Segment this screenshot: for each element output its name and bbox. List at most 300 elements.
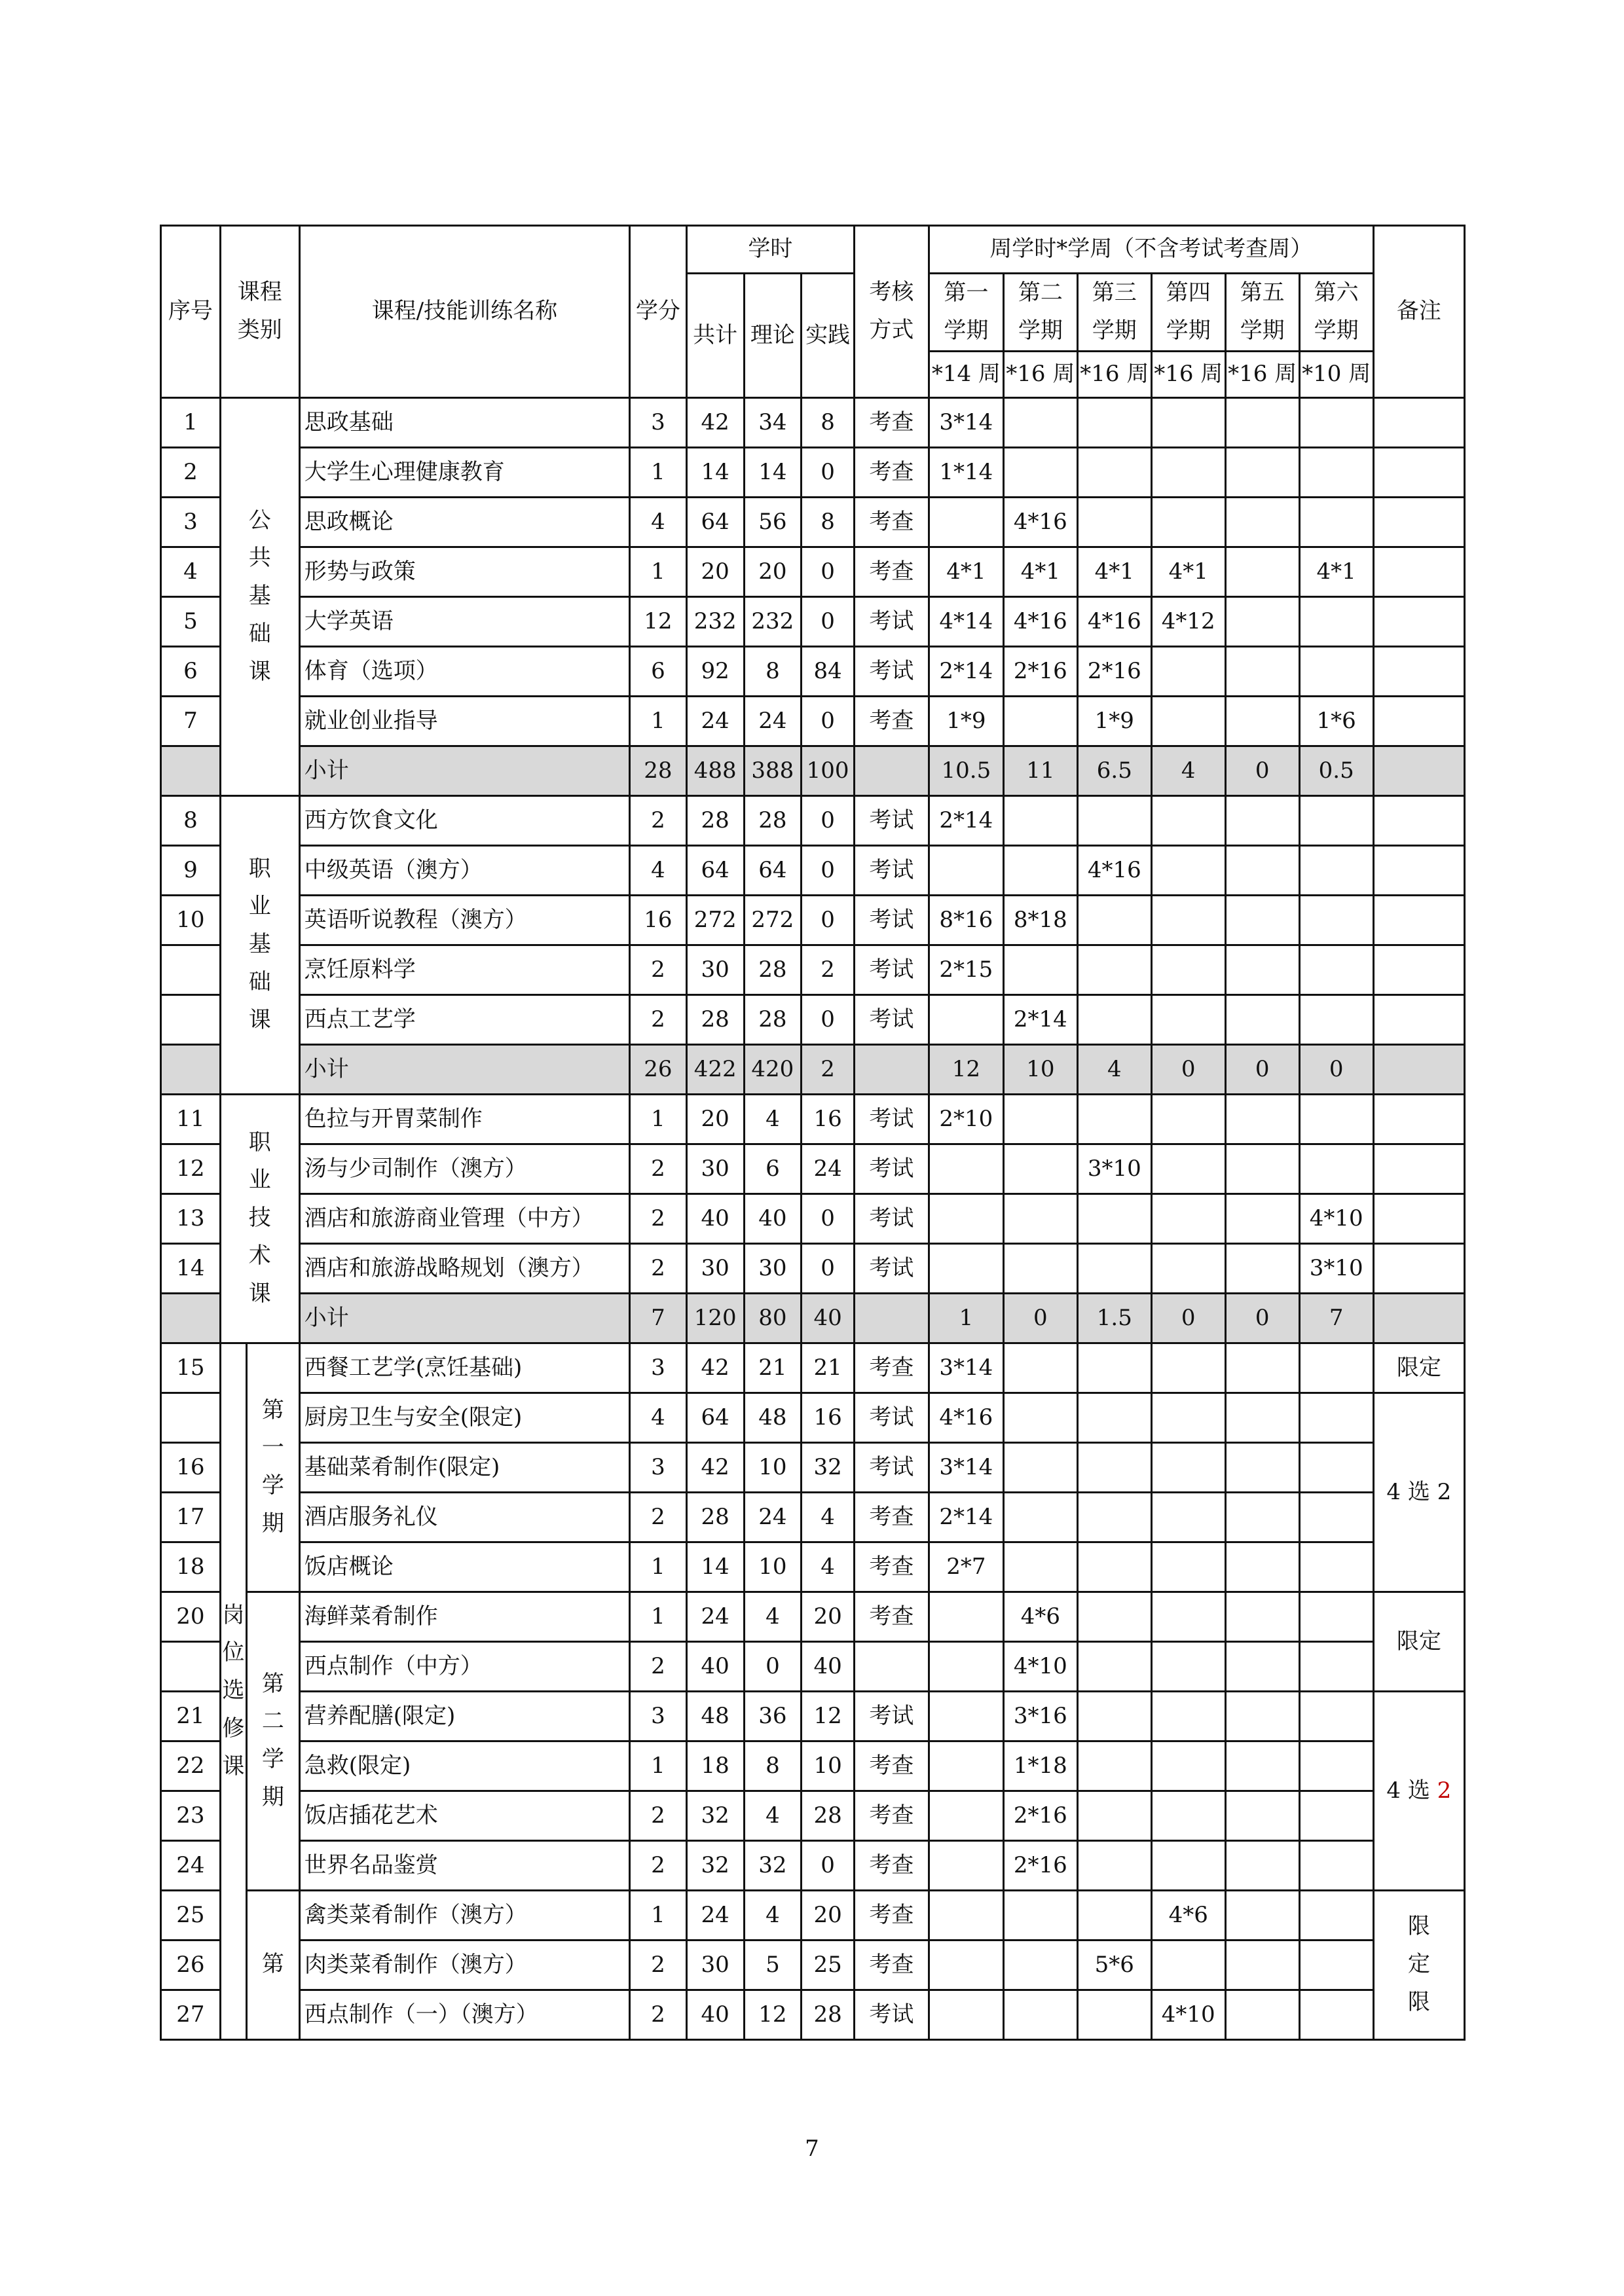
header-term-label: 第一学期 xyxy=(944,280,989,344)
course-name: 大学生心理健康教育 xyxy=(299,447,629,497)
seq-cell: 20 xyxy=(161,1592,221,1641)
term-cell xyxy=(1077,1890,1151,1940)
remark-cell xyxy=(1373,1044,1464,1094)
course-name: 营养配膳(限定) xyxy=(299,1691,629,1741)
header-credit: 学分 xyxy=(630,226,687,398)
term-cell xyxy=(1003,1194,1077,1243)
term-cell xyxy=(1299,1144,1373,1194)
course-name: 西餐工艺学(烹饪基础) xyxy=(299,1343,629,1393)
term-cell xyxy=(1299,895,1373,945)
course-name: 禽类菜肴制作（澳方） xyxy=(299,1890,629,1940)
term-cell: 4*16 xyxy=(1077,596,1151,646)
term-cell xyxy=(1299,1442,1373,1492)
term-cell xyxy=(1225,845,1299,895)
course-name: 汤与少司制作（澳方） xyxy=(299,1144,629,1194)
term-cell xyxy=(1299,497,1373,547)
remark-cell xyxy=(1373,547,1464,596)
table-row xyxy=(161,994,1465,1044)
term-cell xyxy=(1151,1840,1225,1890)
seq-cell: 16 xyxy=(161,1442,221,1492)
theory-hours-cell: 32 xyxy=(744,1840,802,1890)
term-cell: 4*1 xyxy=(1077,547,1151,596)
term-cell xyxy=(1225,1592,1299,1641)
remark-cell: 限定 xyxy=(1373,1592,1464,1691)
term-cell xyxy=(1077,1243,1151,1293)
remark-cell xyxy=(1373,1194,1464,1243)
term-cell xyxy=(1151,994,1225,1044)
table-row xyxy=(161,497,1465,547)
term-cell xyxy=(1299,1343,1373,1393)
credit-cell: 2 xyxy=(630,1840,687,1890)
seq-cell xyxy=(161,1393,221,1442)
total-hours-cell: 40 xyxy=(686,1990,744,2039)
course-name: 酒店和旅游战略规划（澳方） xyxy=(299,1243,629,1293)
theory-hours-cell: 272 xyxy=(744,895,802,945)
credit-cell: 4 xyxy=(630,845,687,895)
term-cell: 3*10 xyxy=(1077,1144,1151,1194)
seq-cell: 3 xyxy=(161,497,221,547)
term-cell xyxy=(1225,1194,1299,1243)
table-row xyxy=(161,845,1465,895)
header-category-label: 课程类别 xyxy=(237,279,282,343)
term-cell xyxy=(1299,1393,1373,1442)
term-cell xyxy=(1299,1641,1373,1691)
subtotal-theory: 388 xyxy=(744,746,802,795)
term-cell xyxy=(1077,1592,1151,1641)
subtotal-term: 4 xyxy=(1151,746,1225,795)
theory-hours-cell: 40 xyxy=(744,1194,802,1243)
table-row xyxy=(161,1343,1465,1393)
course-name: 海鲜菜肴制作 xyxy=(299,1592,629,1641)
term-cell xyxy=(1151,795,1225,845)
term-cell: 2*7 xyxy=(929,1542,1003,1592)
exam-cell: 考查 xyxy=(854,447,929,497)
table-row xyxy=(161,1940,1465,1990)
term-cell xyxy=(1077,1492,1151,1542)
term-cell: 2*14 xyxy=(1003,994,1077,1044)
credit-cell: 2 xyxy=(630,1641,687,1691)
header-weekly: 周学时*学周（不含考试考查周） xyxy=(929,226,1373,274)
total-hours-cell: 42 xyxy=(686,1442,744,1492)
practice-hours-cell: 8 xyxy=(802,397,855,447)
term-cell xyxy=(1151,1940,1225,1990)
course-name: 形势与政策 xyxy=(299,547,629,596)
term-cell xyxy=(1299,1741,1373,1791)
course-name: 英语听说教程（澳方） xyxy=(299,895,629,945)
table-row xyxy=(161,1592,1465,1641)
subtotal-term: 0 xyxy=(1003,1293,1077,1343)
total-hours-cell: 32 xyxy=(686,1840,744,1890)
course-name: 急救(限定) xyxy=(299,1741,629,1791)
remark-cell xyxy=(1373,1890,1464,2039)
header-name: 课程/技能训练名称 xyxy=(299,226,629,398)
table-row xyxy=(161,1492,1465,1542)
table-row xyxy=(161,1990,1465,2039)
remark-cell: 限定 xyxy=(1373,1343,1464,1393)
term-cell xyxy=(1003,397,1077,447)
total-hours-cell: 20 xyxy=(686,1094,744,1144)
term-cell xyxy=(929,1641,1003,1691)
practice-hours-cell: 16 xyxy=(802,1393,855,1442)
remark-cell xyxy=(1373,1144,1464,1194)
theory-hours-cell: 10 xyxy=(744,1442,802,1492)
total-hours-cell: 14 xyxy=(686,447,744,497)
exam-cell: 考试 xyxy=(854,945,929,994)
course-name: 西点制作（一）（澳方） xyxy=(299,1990,629,2039)
vertical-label: 职业技术课 xyxy=(248,1129,271,1307)
remark-cell: 4 选 2 xyxy=(1373,1393,1464,1592)
subtotal-term: 0 xyxy=(1225,746,1299,795)
practice-hours-cell: 20 xyxy=(802,1890,855,1940)
semester-cell xyxy=(247,1343,300,1592)
term-cell: 1*18 xyxy=(1003,1741,1077,1791)
term-cell xyxy=(929,1691,1003,1741)
table-row xyxy=(161,397,1465,447)
subtotal-row xyxy=(161,1293,1465,1343)
table-row xyxy=(161,1393,1465,1442)
theory-hours-cell: 56 xyxy=(744,497,802,547)
table-row xyxy=(161,646,1465,696)
subtotal-credit: 26 xyxy=(630,1044,687,1094)
term-cell: 2*16 xyxy=(1077,646,1151,696)
seq-cell: 8 xyxy=(161,795,221,845)
table-row xyxy=(161,1791,1465,1840)
remark-cell xyxy=(1373,845,1464,895)
remark-cell xyxy=(1373,994,1464,1044)
term-cell xyxy=(1151,895,1225,945)
term-cell: 4*1 xyxy=(929,547,1003,596)
seq-cell: 21 xyxy=(161,1691,221,1741)
seq-cell xyxy=(161,994,221,1044)
practice-hours-cell: 8 xyxy=(802,497,855,547)
seq-cell xyxy=(161,1044,221,1094)
term-cell: 2*14 xyxy=(929,646,1003,696)
seq-cell: 23 xyxy=(161,1791,221,1840)
exam-cell xyxy=(854,1641,929,1691)
credit-cell: 2 xyxy=(630,795,687,845)
practice-hours-cell: 84 xyxy=(802,646,855,696)
term-cell xyxy=(1151,945,1225,994)
credit-cell: 6 xyxy=(630,646,687,696)
subtotal-theory: 420 xyxy=(744,1044,802,1094)
term-cell: 3*16 xyxy=(1003,1691,1077,1741)
header-term xyxy=(1299,274,1373,352)
term-cell xyxy=(1151,1592,1225,1641)
theory-hours-cell: 34 xyxy=(744,397,802,447)
term-cell xyxy=(1225,1890,1299,1940)
theory-hours-cell: 30 xyxy=(744,1243,802,1293)
term-cell xyxy=(929,1194,1003,1243)
seq-cell: 4 xyxy=(161,547,221,596)
term-cell xyxy=(1077,1641,1151,1691)
credit-cell: 3 xyxy=(630,1691,687,1741)
subtotal-term: 11 xyxy=(1003,746,1077,795)
practice-hours-cell: 0 xyxy=(802,696,855,746)
total-hours-cell: 28 xyxy=(686,795,744,845)
exam-cell: 考试 xyxy=(854,1243,929,1293)
term-cell xyxy=(1151,696,1225,746)
credit-cell: 2 xyxy=(630,945,687,994)
practice-hours-cell: 0 xyxy=(802,596,855,646)
subtotal-term: 12 xyxy=(929,1044,1003,1094)
header-hours: 学时 xyxy=(686,226,854,274)
credit-cell: 2 xyxy=(630,1492,687,1542)
theory-hours-cell: 4 xyxy=(744,1094,802,1144)
practice-hours-cell: 2 xyxy=(802,945,855,994)
course-name: 思政概论 xyxy=(299,497,629,547)
seq-cell: 26 xyxy=(161,1940,221,1990)
term-cell xyxy=(1151,1741,1225,1791)
course-name: 酒店服务礼仪 xyxy=(299,1492,629,1542)
category-cell xyxy=(220,795,299,1094)
exam-cell: 考查 xyxy=(854,1542,929,1592)
term-cell xyxy=(1003,1492,1077,1542)
term-cell xyxy=(1077,945,1151,994)
term-cell xyxy=(1225,1990,1299,2039)
term-cell xyxy=(1151,1094,1225,1144)
theory-hours-cell: 28 xyxy=(744,994,802,1044)
exam-cell: 考试 xyxy=(854,845,929,895)
term-cell: 2*10 xyxy=(929,1094,1003,1144)
credit-cell: 1 xyxy=(630,696,687,746)
term-cell: 1*9 xyxy=(1077,696,1151,746)
theory-hours-cell: 10 xyxy=(744,1542,802,1592)
remark-cell xyxy=(1373,795,1464,845)
term-cell: 3*14 xyxy=(929,397,1003,447)
term-cell xyxy=(929,1840,1003,1890)
header-term xyxy=(1077,274,1151,352)
header-term-weeks: *16 周 xyxy=(1077,351,1151,397)
practice-hours-cell: 24 xyxy=(802,1144,855,1194)
term-cell xyxy=(1077,1442,1151,1492)
term-cell xyxy=(1003,845,1077,895)
term-cell xyxy=(1225,795,1299,845)
credit-cell: 2 xyxy=(630,1144,687,1194)
term-cell xyxy=(929,1990,1003,2039)
exam-cell: 考查 xyxy=(854,1840,929,1890)
table-row xyxy=(161,1691,1465,1741)
term-cell: 4*16 xyxy=(1003,497,1077,547)
exam-cell: 考试 xyxy=(854,1194,929,1243)
subtotal-label: 小计 xyxy=(299,1293,629,1343)
table-row xyxy=(161,696,1465,746)
page-number: 7 xyxy=(805,2136,819,2162)
theory-hours-cell: 4 xyxy=(744,1592,802,1641)
semester-cell xyxy=(247,1890,300,2039)
term-cell xyxy=(1299,1791,1373,1840)
credit-cell: 16 xyxy=(630,895,687,945)
practice-hours-cell: 12 xyxy=(802,1691,855,1741)
subtotal-term: 6.5 xyxy=(1077,746,1151,795)
header-row xyxy=(161,226,1465,274)
term-cell xyxy=(1077,1343,1151,1393)
term-cell xyxy=(1151,397,1225,447)
term-cell xyxy=(1003,1442,1077,1492)
vertical-label: 限定限 xyxy=(1407,1913,1430,2015)
term-cell xyxy=(1299,646,1373,696)
course-name: 色拉与开胃菜制作 xyxy=(299,1094,629,1144)
total-hours-cell: 30 xyxy=(686,1940,744,1990)
term-cell xyxy=(1225,1840,1299,1890)
header-term-weeks: *16 周 xyxy=(1003,351,1077,397)
term-cell xyxy=(1299,1990,1373,2039)
category-cell xyxy=(220,397,299,795)
total-hours-cell: 64 xyxy=(686,845,744,895)
course-name: 世界名品鉴赏 xyxy=(299,1840,629,1890)
credit-cell: 3 xyxy=(630,1442,687,1492)
total-hours-cell: 42 xyxy=(686,1343,744,1393)
course-name: 就业创业指导 xyxy=(299,696,629,746)
term-cell xyxy=(1077,1194,1151,1243)
term-cell xyxy=(929,1592,1003,1641)
term-cell xyxy=(1003,1393,1077,1442)
table-row xyxy=(161,795,1465,845)
subtotal-practice: 40 xyxy=(802,1293,855,1343)
exam-cell: 考试 xyxy=(854,1691,929,1741)
total-hours-cell: 18 xyxy=(686,1741,744,1791)
course-name: 西方饮食文化 xyxy=(299,795,629,845)
exam-cell: 考查 xyxy=(854,547,929,596)
exam-cell: 考查 xyxy=(854,1492,929,1542)
credit-cell: 1 xyxy=(630,547,687,596)
remark-cell xyxy=(1373,746,1464,795)
seq-cell: 22 xyxy=(161,1741,221,1791)
total-hours-cell: 64 xyxy=(686,1393,744,1442)
practice-hours-cell: 0 xyxy=(802,547,855,596)
term-cell xyxy=(1077,1094,1151,1144)
vertical-label: 公共基础课 xyxy=(248,507,271,685)
remark-cell xyxy=(1373,646,1464,696)
exam-cell: 考试 xyxy=(854,994,929,1044)
term-cell xyxy=(1151,1442,1225,1492)
practice-hours-cell: 16 xyxy=(802,1094,855,1144)
remark-cell xyxy=(1373,895,1464,945)
credit-cell: 1 xyxy=(630,447,687,497)
term-cell xyxy=(1077,1791,1151,1840)
term-cell xyxy=(1299,1492,1373,1542)
theory-hours-cell: 20 xyxy=(744,547,802,596)
subtotal-total: 488 xyxy=(686,746,744,795)
header-term-label: 第三学期 xyxy=(1092,280,1137,344)
theory-hours-cell: 64 xyxy=(744,845,802,895)
table-row xyxy=(161,945,1465,994)
term-cell xyxy=(1003,1094,1077,1144)
term-cell xyxy=(1299,994,1373,1044)
remark-cell xyxy=(1373,1094,1464,1144)
seq-cell: 24 xyxy=(161,1840,221,1890)
semester-cell xyxy=(247,1592,300,1890)
term-cell xyxy=(1225,1243,1299,1293)
exam-cell: 考查 xyxy=(854,1890,929,1940)
term-cell xyxy=(1299,1691,1373,1741)
category-cell xyxy=(220,1343,246,2039)
total-hours-cell: 232 xyxy=(686,596,744,646)
term-cell: 4*16 xyxy=(929,1393,1003,1442)
practice-hours-cell: 40 xyxy=(802,1641,855,1691)
course-name: 西点工艺学 xyxy=(299,994,629,1044)
credit-cell: 2 xyxy=(630,1194,687,1243)
header-term xyxy=(929,274,1003,352)
practice-hours-cell: 20 xyxy=(802,1592,855,1641)
exam-cell: 考查 xyxy=(854,1791,929,1840)
total-hours-cell: 24 xyxy=(686,1890,744,1940)
course-name: 烹饪原料学 xyxy=(299,945,629,994)
vertical-label: 职业基础课 xyxy=(248,855,271,1033)
table-row xyxy=(161,1542,1465,1592)
term-cell: 4*14 xyxy=(929,596,1003,646)
subtotal-total: 422 xyxy=(686,1044,744,1094)
exam-cell: 考查 xyxy=(854,1741,929,1791)
total-hours-cell: 30 xyxy=(686,1243,744,1293)
subtotal-term: 0 xyxy=(1151,1044,1225,1094)
term-cell: 2*14 xyxy=(929,1492,1003,1542)
remark-cell xyxy=(1373,1691,1464,1890)
term-cell xyxy=(1077,1741,1151,1791)
practice-hours-cell: 0 xyxy=(802,1243,855,1293)
term-cell xyxy=(1003,1343,1077,1393)
seq-cell: 18 xyxy=(161,1542,221,1592)
term-cell xyxy=(1225,1641,1299,1691)
term-cell xyxy=(1151,1691,1225,1741)
practice-hours-cell: 4 xyxy=(802,1542,855,1592)
term-cell: 1*6 xyxy=(1299,696,1373,746)
term-cell xyxy=(1225,646,1299,696)
term-cell: 1*14 xyxy=(929,447,1003,497)
table-row xyxy=(161,1641,1465,1691)
course-name: 中级英语（澳方） xyxy=(299,845,629,895)
seq-cell: 15 xyxy=(161,1343,221,1393)
remark-cell xyxy=(1373,1293,1464,1343)
exam-cell: 考试 xyxy=(854,1144,929,1194)
seq-cell: 14 xyxy=(161,1243,221,1293)
subtotal-term: 10 xyxy=(1003,1044,1077,1094)
seq-cell xyxy=(161,945,221,994)
exam-cell: 考试 xyxy=(854,795,929,845)
term-cell xyxy=(929,1741,1003,1791)
subtotal-term: 0 xyxy=(1225,1293,1299,1343)
credit-cell: 2 xyxy=(630,1940,687,1990)
theory-hours-cell: 232 xyxy=(744,596,802,646)
total-hours-cell: 42 xyxy=(686,397,744,447)
vertical-label: 第一学期 xyxy=(261,1396,284,1537)
total-hours-cell: 64 xyxy=(686,497,744,547)
term-cell xyxy=(1299,1592,1373,1641)
course-name: 西点制作（中方） xyxy=(299,1641,629,1691)
credit-cell: 3 xyxy=(630,1343,687,1393)
term-cell xyxy=(929,994,1003,1044)
term-cell xyxy=(1077,795,1151,845)
header-term-weeks: *16 周 xyxy=(1225,351,1299,397)
term-cell xyxy=(1151,646,1225,696)
seq-cell: 17 xyxy=(161,1492,221,1542)
subtotal-label: 小计 xyxy=(299,746,629,795)
credit-cell: 2 xyxy=(630,994,687,1044)
header-term-weeks: *10 周 xyxy=(1299,351,1373,397)
term-cell: 3*14 xyxy=(929,1343,1003,1393)
term-cell xyxy=(1077,447,1151,497)
term-cell xyxy=(1077,1990,1151,2039)
term-cell xyxy=(1299,845,1373,895)
term-cell xyxy=(1225,447,1299,497)
seq-cell: 2 xyxy=(161,447,221,497)
term-cell xyxy=(1151,1144,1225,1194)
term-cell xyxy=(929,1243,1003,1293)
term-cell: 2*16 xyxy=(1003,646,1077,696)
term-cell xyxy=(1225,1492,1299,1542)
term-cell xyxy=(1299,447,1373,497)
term-cell xyxy=(1151,1194,1225,1243)
term-cell: 4*12 xyxy=(1151,596,1225,646)
